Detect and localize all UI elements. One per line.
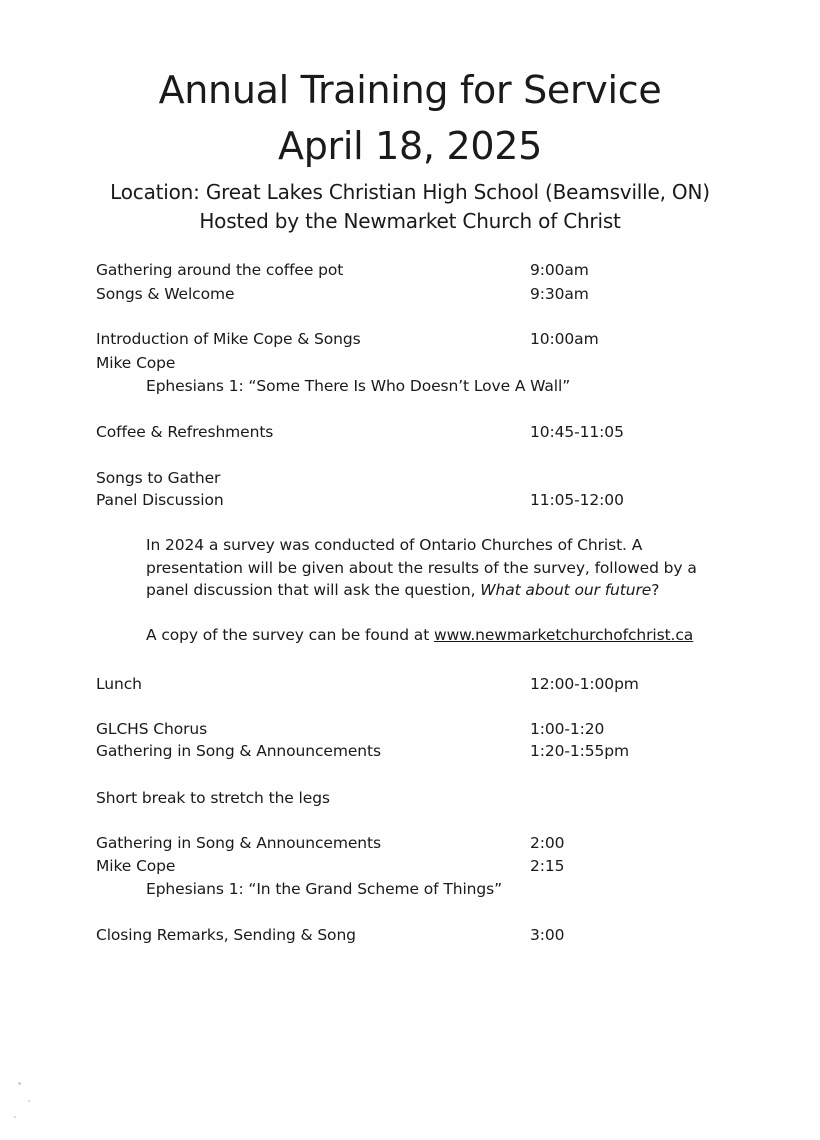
schedule-item-label: Coffee & Refreshments bbox=[96, 423, 274, 441]
schedule-item-label: Songs to Gather bbox=[96, 469, 221, 487]
schedule-item-time: 10:00am bbox=[530, 330, 599, 348]
speaker-name: Mike Cope bbox=[96, 857, 176, 875]
schedule-item-label: Short break to stretch the legs bbox=[96, 789, 330, 807]
schedule-item-label: Songs & Welcome bbox=[96, 285, 235, 303]
survey-link[interactable]: www.newmarketchurchofchrist.ca bbox=[434, 626, 694, 644]
schedule-item-label: Lunch bbox=[96, 675, 142, 693]
schedule-item-time: 12:00-1:00pm bbox=[530, 675, 639, 693]
panel-question-mark: ? bbox=[651, 581, 660, 599]
panel-description-text: In 2024 a survey was conducted of Ontario Churches of Christ. A presentation will be given about the results of the survey, followed by a panel discussion that will ask the question, bbox=[146, 536, 697, 599]
schedule-item-time: 1:00-1:20 bbox=[530, 720, 605, 738]
schedule-item-time: 3:00 bbox=[530, 926, 565, 944]
schedule-item-label: Closing Remarks, Sending & Song bbox=[96, 926, 356, 944]
schedule-item-label: Panel Discussion bbox=[96, 491, 224, 509]
schedule-item-time: 1:20-1:55pm bbox=[530, 742, 630, 760]
scan-speck bbox=[14, 1116, 16, 1118]
event-date: April 18, 2025 bbox=[278, 124, 542, 168]
panel-question: What about our future bbox=[480, 581, 652, 599]
schedule-item-label: Gathering around the coffee pot bbox=[96, 261, 344, 279]
schedule-item-label: Gathering in Song & Announcements bbox=[96, 834, 381, 852]
scan-speck bbox=[18, 1082, 21, 1085]
talk-title: Ephesians 1: “In the Grand Scheme of Things” bbox=[146, 880, 503, 898]
schedule-item-time: 9:00am bbox=[530, 261, 589, 279]
schedule-item-label: Introduction of Mike Cope & Songs bbox=[96, 330, 361, 348]
event-host: Hosted by the Newmarket Church of Christ bbox=[199, 209, 621, 233]
schedule-item-time: 11:05-12:00 bbox=[530, 491, 624, 509]
talk-title: Ephesians 1: “Some There Is Who Doesn’t Love A Wall” bbox=[146, 377, 571, 395]
survey-note-text: A copy of the survey can be found at bbox=[146, 626, 435, 644]
panel-description bbox=[146, 534, 706, 602]
schedule-item-label: Gathering in Song & Announcements bbox=[96, 742, 381, 760]
survey-note bbox=[146, 624, 706, 647]
schedule-item-time: 2:00 bbox=[530, 834, 565, 852]
event-location: Location: Great Lakes Christian High School (Beamsville, ON) bbox=[110, 180, 710, 204]
schedule-item-time: 2:15 bbox=[530, 857, 565, 875]
schedule-item-time: 10:45-11:05 bbox=[530, 423, 624, 441]
speaker-name: Mike Cope bbox=[96, 354, 176, 372]
scan-speck bbox=[28, 1100, 30, 1102]
event-title: Annual Training for Service bbox=[158, 68, 662, 112]
schedule-item-label: GLCHS Chorus bbox=[96, 720, 208, 738]
schedule-item-time: 9:30am bbox=[530, 285, 589, 303]
